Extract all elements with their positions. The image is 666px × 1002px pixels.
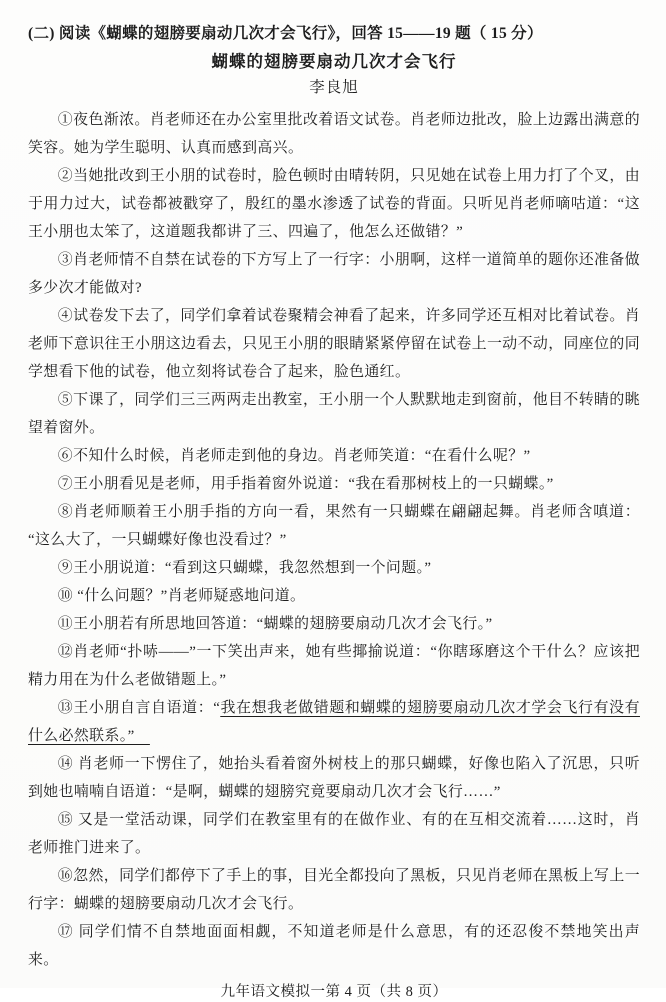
text-run: 分） [507,25,543,42]
paragraph-text: 王小朋看见是老师，用手指着窗外说道：“我在看那树枝上的一只蝴蝶。” [73,476,554,492]
paragraph-number-marker: ⑰ [57,924,74,940]
passage-paragraph [28,470,640,498]
paragraph-number-marker: ② [57,168,74,184]
passage-paragraph [28,582,640,610]
paragraph-number-marker: ⑮ [57,812,74,828]
passage-paragraph [28,442,640,470]
paragraph-text: 王小朋说道：“看到这只蝴蝶，我忽然想到一个问题。” [73,560,432,576]
passage-body [28,106,640,974]
paragraph-text: 又是一堂活动课，同学们在教室里有的在做作业、有的在互相交流着……这时，肖老师推门进来了。 [28,812,640,856]
passage-paragraph [28,750,640,806]
passage-paragraph [28,386,640,442]
paragraph-number-marker: ⑨ [57,560,74,576]
paragraph-number-marker: ⑧ [57,504,74,520]
paragraph-text: 忽然，同学们都停下了手上的事，目光全都投向了黑板，只见肖老师在黑板上写上一行字：蝴蝶的翅膀要扇动几次才会飞行。 [28,868,640,912]
bold-number-text: 15 [490,25,507,42]
passage-paragraph [28,638,640,694]
passage-paragraph [28,162,640,246]
paragraph-text: 同学们情不自禁地面面相觑，不知道老师是什么意思，有的还忍俊不禁地笑出声来。 [28,924,640,968]
passage-author: 李良旭 [309,79,359,96]
passage-paragraph [28,806,640,862]
paragraph-text: 下课了，同学们三三两两走出教室，王小朋一个人默默地走到窗前，他目不转睛的眺望着窗外。 [28,392,640,436]
paragraph-number-marker: ⑥ [57,448,74,464]
paragraph-number-marker: ⑦ [57,476,74,492]
passage-paragraph [28,302,640,386]
page-footer: 九年语文模拟一第 4 页（共 8 页） [220,984,448,1000]
passage-paragraph [28,554,640,582]
passage-paragraph [28,610,640,638]
paragraph-text: “什么问题？”肖老师疑惑地问道。 [73,588,306,604]
paragraph-text: 肖老师“扑哧——”一下笑出声来，她有些揶揄说道：“你瞎琢磨这个干什么？应该把精力用在为什么老做错题上。” [28,644,640,688]
paragraph-number-marker: ⑪ [57,616,74,632]
text-run: 题（ [450,25,491,42]
section-instruction [28,22,640,46]
passage-paragraph [28,498,640,554]
bold-number-text: 15——19 [387,25,451,42]
paragraph-number-marker: ④ [57,308,74,324]
paragraph-number-marker: ③ [57,252,74,268]
text-run: (二) 阅读《蝴蝶的翅膀要扇动几次才会飞行》，回答 [28,25,388,42]
underlined-text: 我在想我老做错题和蝴蝶的翅膀要扇动几次才学会飞行有没有什么必然联系。” [28,700,640,744]
paragraph-number-marker: ⑤ [57,392,74,408]
paragraph-number-marker: ⑯ [57,868,74,884]
paragraph-text: 肖老师顺着王小朋手指的方向一看，果然有一只蝴蝶在翩翩起舞。肖老师含嗔道：“这么大了，一只蝴蝶好像也没看过？” [28,504,640,548]
paragraph-text: 夜色渐浓。肖老师还在办公室里批改着语文试卷。肖老师边批改，脸上边露出满意的笑容。她为学生聪明、认真而感到高兴。 [28,112,640,156]
paragraph-number-marker: ⑩ [57,588,74,604]
paragraph-number-marker: ⑬ [57,700,74,716]
passage-paragraph [28,862,640,918]
paragraph-text: 当她批改到王小朋的试卷时，脸色顿时由晴转阴，只见她在试卷上用力打了个叉，由于用力过大，试卷都被戳穿了，殷红的墨水渗透了试卷的背面。只听见肖老师嘀咕道：“这王小朋也太笨了，这道题我都讲了三、四遍了，他怎么还做错？” [28,168,640,240]
passage-paragraph [28,918,640,974]
paragraph-text: 试卷发下去了，同学们拿着试卷聚精会神看了起来，许多同学还互相对比着试卷。肖老师下意识往王小朋这边看去，只见王小朋的眼睛紧紧停留在试卷上一动不动，同座位的同学想看下他的试卷，他立刻将试卷合了起来，脸色通红。 [28,308,640,380]
paragraph-number-marker: ⑫ [57,644,74,660]
paragraph-number-marker: ⑭ [57,756,74,772]
passage-title: 蝴蝶的翅膀要扇动几次才会飞行 [211,52,457,71]
paragraph-text: 王小朋自言自语道：“ [73,700,221,716]
paragraph-text: 王小朋若有所思地回答道：“蝴蝶的翅膀要扇动几次才会飞行。” [73,616,493,632]
paragraph-number-marker: ① [57,112,74,128]
paragraph-text: 肖老师情不自禁在试卷的下方写上了一行字：小朋啊，这样一道简单的题你还准备做多少次才能做对? [28,252,640,296]
paragraph-text: 肖老师一下愣住了，她抬头看着窗外树枝上的那只蝴蝶，好像也陷入了沉思，只听到她也喃喃自语道：“是啊，蝴蝶的翅膀究竟要扇动几次才会飞行……” [28,756,640,800]
passage-paragraph [28,246,640,302]
paragraph-text: 不知什么时候，肖老师走到他的身边。肖老师笑道：“在看什么呢？” [73,448,531,464]
passage-paragraph [28,694,640,750]
passage-paragraph [28,106,640,162]
